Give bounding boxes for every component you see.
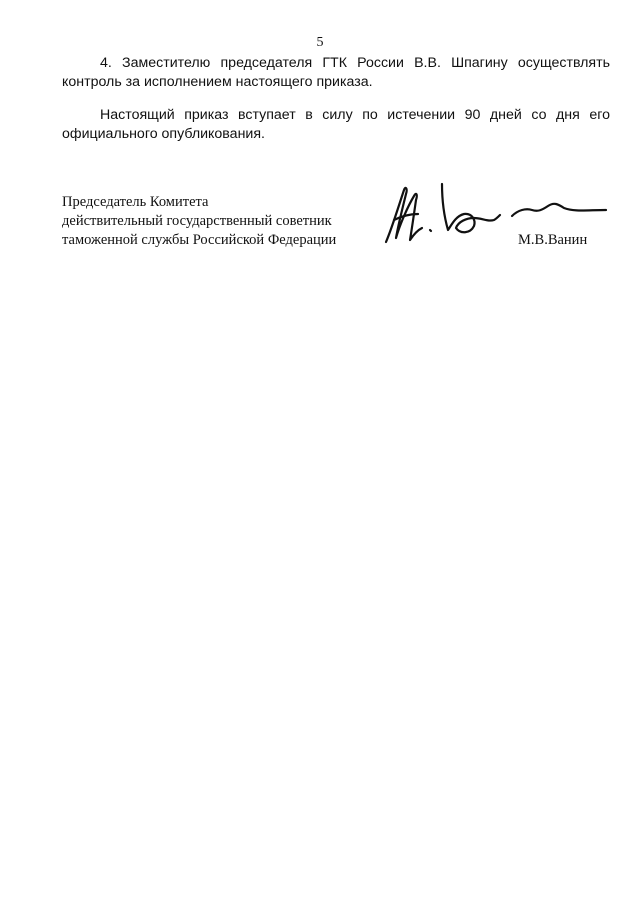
signer-name: М.В.Ванин	[518, 232, 588, 248]
signatory-title-block	[62, 193, 336, 250]
page-number: 5	[316, 35, 324, 50]
paragraph-effect-line-1: Настоящий приказ вступает в силу по истечении 90 дней со дня его	[100, 107, 610, 123]
signatory-title-line-2: действительный государственный советник	[62, 213, 332, 229]
paragraph-effect-line-2: официального опубликования.	[62, 126, 265, 142]
paragraph-entry-into-force	[62, 106, 610, 144]
paragraph-4-line-1: 4. Заместителю председателя ГТК России В.В. Шпагину осуществлять	[100, 55, 610, 71]
paragraph-4-line-2: контроль за исполнением настоящего приказа.	[62, 74, 373, 90]
paragraph-item-4	[62, 54, 610, 92]
signatory-title-line-3: таможенной службы Российской Федерации	[62, 232, 337, 248]
signatory-title-line-1: Председатель Комитета	[62, 194, 209, 210]
